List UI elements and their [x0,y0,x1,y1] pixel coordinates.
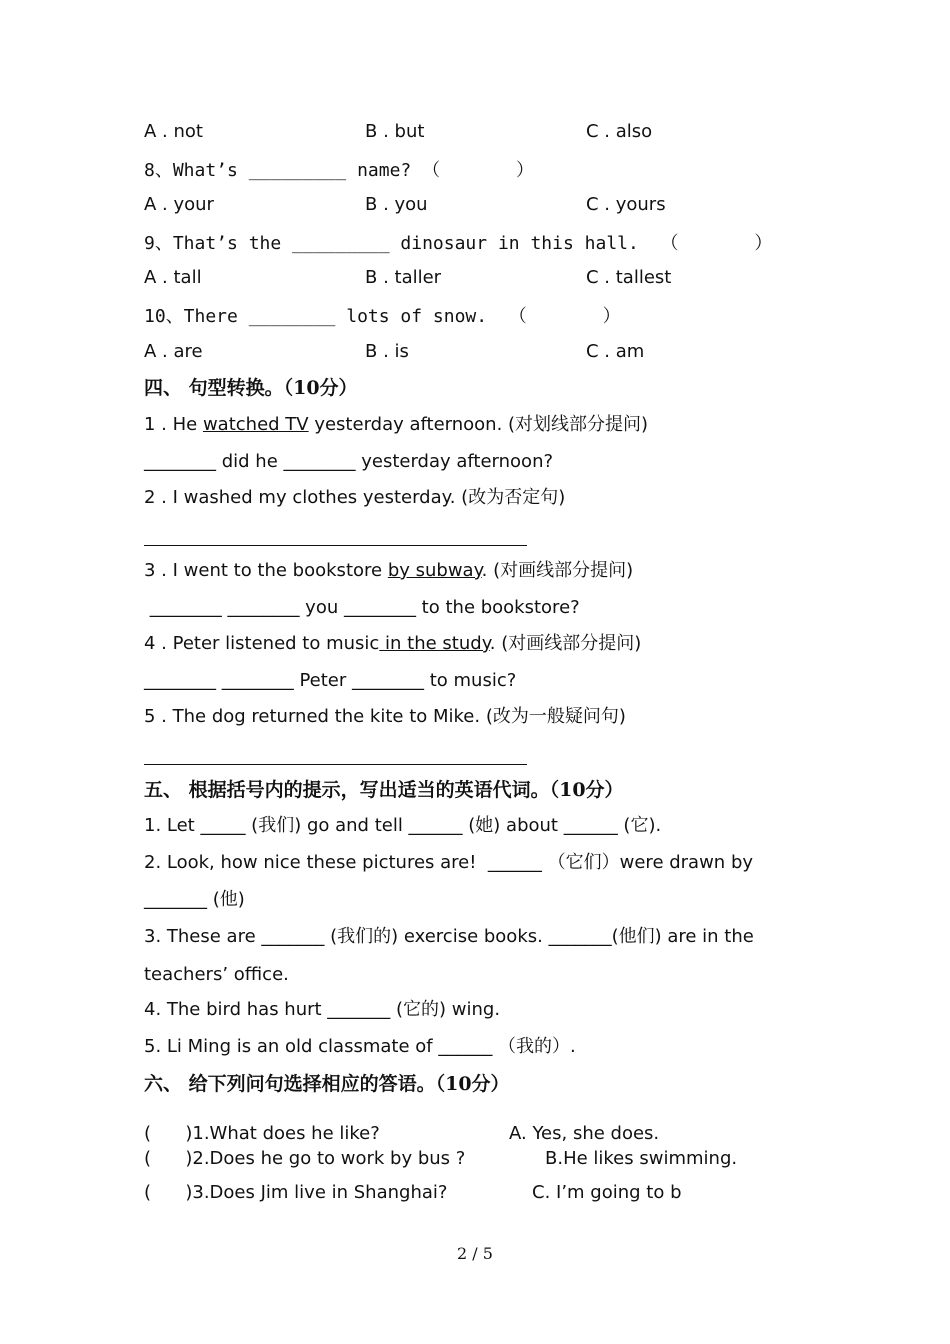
q8-option-c: C . yours [586,194,666,215]
page-number: 2 / 5 [457,1244,493,1263]
s5-question-2-line-2: _______ (他) [144,889,245,910]
question-9: 9、That’s the _________ dinosaur in this hall. （ ） [144,233,773,254]
s4-q1-instruction: yesterday afternoon. (对划线部分提问) [308,414,649,435]
s4-q4-underlined: in the study [379,633,490,654]
q7-option-c: C . also [586,121,653,142]
question-10: 10、There ________ lots of snow. （ ） [144,306,621,327]
q7-option-a: A . not [144,121,203,142]
q9-option-c: C . tallest [586,267,672,288]
s4-q4-instruction: . (对画线部分提问) [489,633,642,654]
section-4-heading: 四、 句型转换。（10分） [144,377,358,399]
s5-question-4: 4. The bird has hurt _______ (它的) wing. [144,999,501,1020]
s4-q3-text: 3 . I went to the bookstore [144,560,388,581]
section-6-heading: 六、 给下列问句选择相应的答语。（10分） [144,1073,510,1095]
s4-question-1 [144,414,648,436]
s4-q1-text: 1 . He [144,414,203,435]
q8-option-b: B . you [365,194,428,215]
s6-answer-a: A. Yes, she does. [509,1123,660,1144]
s4-question-5: 5 . The dog returned the kite to Mike. (改为一般疑问句) [144,706,626,727]
s4-q3-instruction: . (对画线部分提问) [481,560,634,581]
answer-line [144,764,527,765]
q10-option-a: A . are [144,341,203,362]
s6-question-2: ( )2.Does he go to work by bus ? [144,1148,466,1169]
s4-answer-1: ________ did he ________ yesterday afternoon? [144,451,554,472]
s6-answer-c: C. I’m going to b [532,1182,682,1203]
s4-answer-4: ________ ________ Peter ________ to music? [144,670,517,691]
s5-question-3-line-2: teachers’ office. [144,964,289,985]
s4-answer-3: ________ ________ you ________ to the bookstore? [144,597,580,618]
answer-line [144,545,527,546]
s4-question-3 [144,560,633,582]
s4-q3-underlined: by subway [387,560,482,581]
s5-question-2-line-1: 2. Look, how nice these pictures are! ______ （它们）were drawn by [144,852,754,873]
s5-question-1: 1. Let _____ (我们) go and tell ______ (她) about ______ (它). [144,815,662,836]
q7-option-b: B . but [365,121,425,142]
q10-option-b: B . is [365,341,409,362]
s4-question-2: 2 . I washed my clothes yesterday. (改为否定句) [144,487,566,508]
s5-question-3-line-1: 3. These are _______ (我们的) exercise books. _______(他们) are in the [144,926,754,947]
q9-option-b: B . taller [365,267,442,288]
s6-question-1: ( )1.What does he like? [144,1123,380,1144]
s4-question-4 [144,633,641,655]
s5-question-5: 5. Li Ming is an old classmate of ______ （我的）. [144,1036,576,1057]
q10-option-c: C . am [586,341,645,362]
section-5-heading: 五、 根据括号内的提示，写出适当的英语代词。（10分） [144,779,624,801]
s4-q4-text: 4 . Peter listened to music [144,633,380,654]
s6-question-3: ( )3.Does Jim live in Shanghai? [144,1182,448,1203]
s6-answer-b: B.He likes swimming. [545,1148,738,1169]
q8-option-a: A . your [144,194,214,215]
question-8: 8、What’s _________ name? （ ） [144,160,534,181]
s4-q1-underlined: watched TV [202,414,309,435]
q9-option-a: A . tall [144,267,202,288]
